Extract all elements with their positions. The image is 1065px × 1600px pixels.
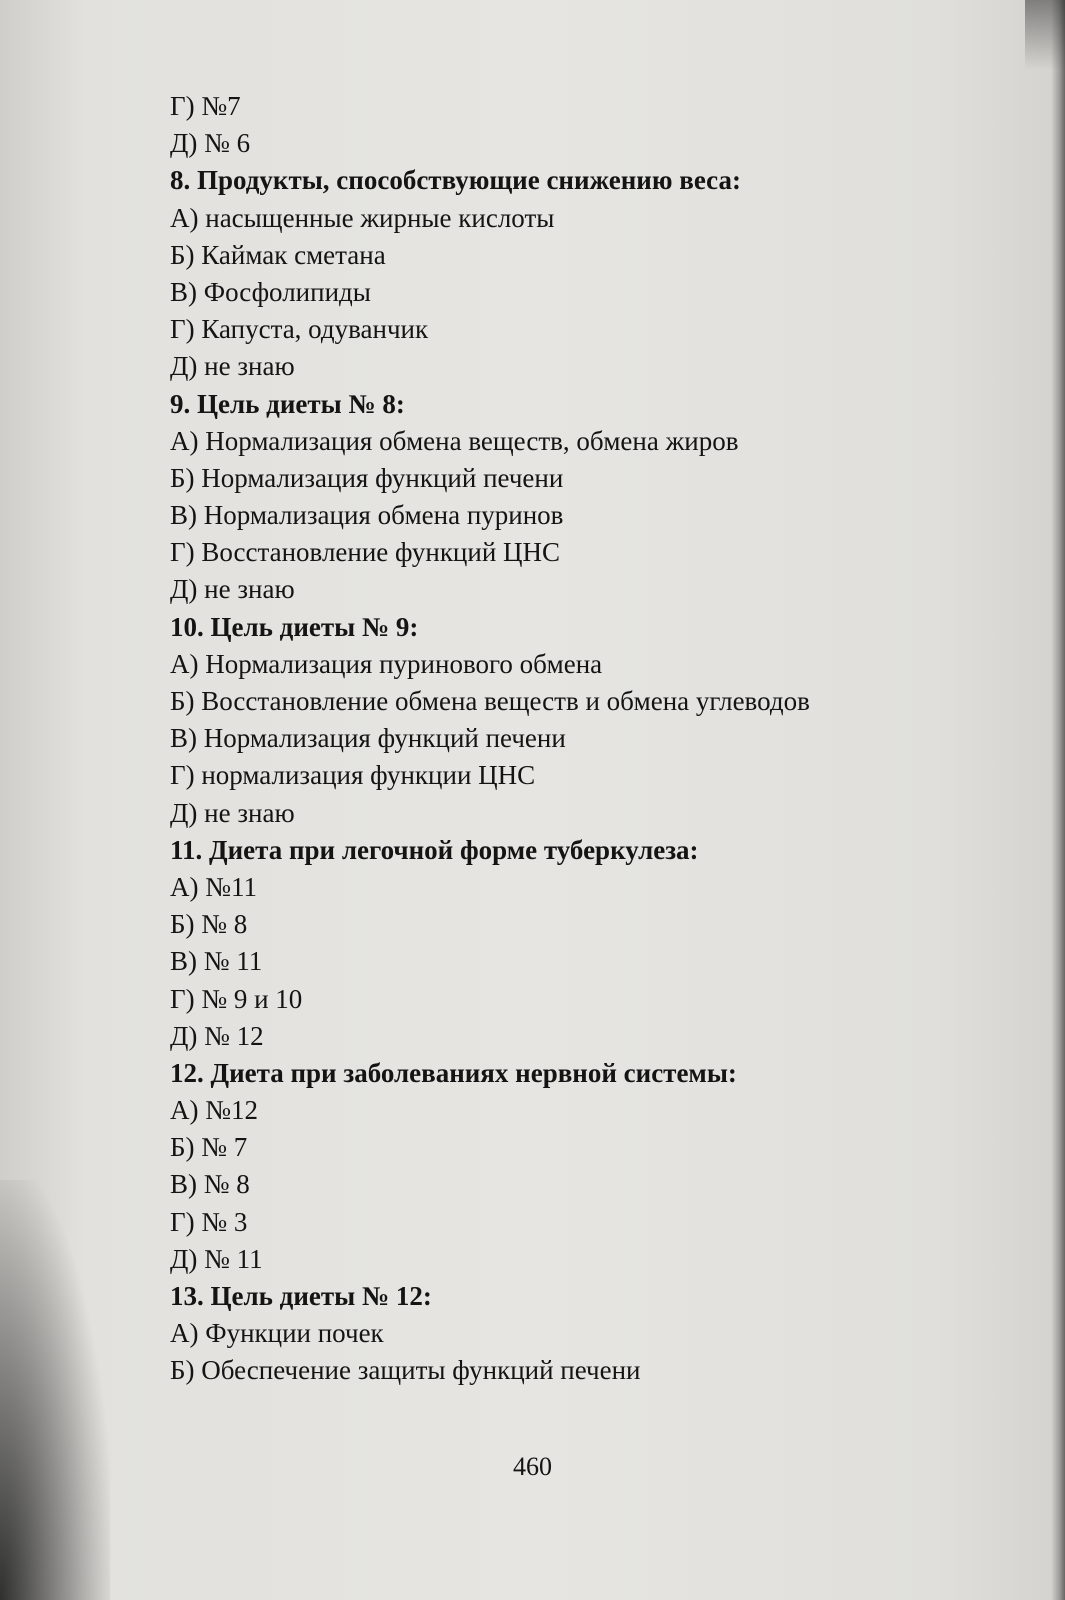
answer-option: Б) Обеспечение защиты функций печени [170, 1355, 641, 1386]
page-edge [1051, 0, 1065, 1600]
answer-option: Б) № 7 [170, 1132, 248, 1163]
question-heading: 13. Цель диеты № 12: [170, 1281, 432, 1311]
answer-option: А) Нормализация пуринового обмена [170, 648, 603, 679]
answer-option: Д) не знаю [170, 574, 295, 605]
answer-option: В) Фосфолипиды [170, 276, 371, 307]
answer-option: Г) нормализация функции ЦНС [170, 760, 536, 791]
question-heading: 8. Продукты, способствующие снижению веса: [170, 165, 741, 196]
answer-option: А) №12 [170, 1095, 259, 1126]
question-heading: 11. Диета при легочной форме туберкулеза: [170, 834, 699, 865]
page-corner-shadow [1025, 0, 1065, 70]
answer-option: В) № 8 [170, 1169, 250, 1200]
answer-option: Б) Восстановление обмена веществ и обмена углеводов [170, 686, 810, 716]
answer-option: А) насыщенные жирные кислоты [170, 202, 555, 233]
answer-option: Б) № 8 [170, 909, 248, 940]
question-heading: 9. Цель диеты № 8: [170, 388, 405, 419]
answer-option: Б) Каймак сметана [170, 239, 386, 270]
answer-option: Д) не знаю [170, 351, 295, 382]
question-heading: 10. Цель диеты № 9: [170, 611, 419, 642]
answer-option: А) Нормализация обмена веществ, обмена жиров [170, 425, 739, 456]
answer-option: Г) Восстановление функций ЦНС [170, 537, 561, 568]
page-text [170, 88, 990, 1390]
question-heading: 12. Диета при заболеваниях нервной системы: [170, 1057, 737, 1088]
answer-option: А) №11 [170, 871, 257, 902]
answer-option: Г) № 9 и 10 [170, 983, 303, 1014]
answer-option: Д) № 6 [170, 128, 251, 159]
answer-option: Д) № 11 [170, 1243, 263, 1274]
answer-option: Д) не знаю [170, 797, 295, 828]
answer-option: Г) №7 [170, 91, 241, 121]
answer-option: Г) № 3 [170, 1206, 248, 1237]
answer-option: А) Функции почек [170, 1318, 384, 1349]
answer-option: В) Нормализация функций печени [170, 723, 566, 754]
scan-shadow [0, 1180, 110, 1600]
answer-option: В) № 11 [170, 946, 263, 977]
page-number: 460 [513, 1452, 552, 1481]
answer-option: Б) Нормализация функций печени [170, 462, 564, 493]
answer-option: Д) № 12 [170, 1020, 264, 1051]
answer-option: В) Нормализация обмена пуринов [170, 500, 564, 531]
answer-option: Г) Капуста, одуванчик [170, 314, 429, 345]
